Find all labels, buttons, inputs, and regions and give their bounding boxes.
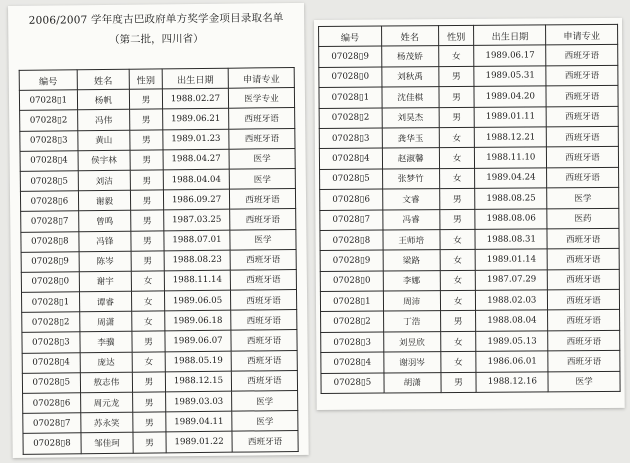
cell-name: 赵淑馨 [382, 148, 439, 169]
cell-name: 敖志伟 [80, 372, 132, 393]
cell-gender: 女 [440, 270, 476, 291]
cell-major: 西班牙语 [548, 289, 620, 310]
table-row [22, 290, 297, 313]
cell-birthdate: 1989.06.17 [474, 45, 546, 66]
cell-major: 西班牙语 [547, 167, 619, 188]
cell-gender: 女 [440, 250, 476, 271]
cell-name: 刘昱欣 [383, 331, 440, 352]
cell-id: 07028▯4 [321, 352, 384, 373]
cell-major: 医药 [547, 208, 619, 229]
cell-major: 西班牙语 [546, 106, 618, 127]
cell-gender: 女 [131, 291, 164, 312]
table-row [20, 108, 295, 131]
cell-name: 苏永笑 [81, 412, 133, 433]
cell-name: 冯伟 [77, 110, 129, 131]
cell-major: 医学 [229, 168, 295, 189]
cell-major: 西班牙语 [548, 351, 620, 372]
cell-id: 07028▯0 [320, 271, 383, 292]
cell-gender: 男 [131, 251, 164, 272]
cell-gender: 男 [438, 66, 474, 87]
cell-name: 杨茂娇 [381, 46, 438, 67]
table-row [321, 351, 620, 373]
cell-id: 07028▯8 [23, 433, 81, 454]
document-title: 2006/2007 学年度古巴政府单方奖学金项目录取名单 [28, 12, 284, 27]
cell-gender: 男 [131, 210, 164, 231]
cell-name: 龚华玉 [382, 128, 439, 149]
header-id: 编号 [319, 26, 382, 47]
table-row [19, 88, 294, 111]
cell-birthdate: 1988.08.25 [475, 188, 547, 209]
cell-name: 谢羽岑 [384, 352, 441, 373]
table-row [22, 310, 297, 333]
cell-gender: 男 [130, 150, 163, 171]
cell-birthdate: 1988.04.04 [163, 169, 229, 190]
cell-id: 07028▯9 [21, 251, 79, 272]
cell-gender: 男 [133, 432, 166, 453]
header-name: 姓名 [77, 69, 129, 90]
cell-gender: 男 [440, 311, 476, 332]
cell-id: 07028▯3 [319, 128, 382, 149]
cell-id: 07028▯1 [22, 292, 80, 313]
cell-birthdate: 1988.08.23 [164, 250, 230, 271]
cell-gender: 女 [132, 311, 165, 332]
cell-birthdate: 1989.05.31 [474, 66, 546, 87]
header-id: 编号 [19, 70, 77, 91]
cell-name: 李骥 [80, 332, 132, 353]
table-row [21, 249, 296, 272]
cell-name: 黄山 [78, 130, 130, 151]
cell-id: 07028▯4 [319, 148, 382, 169]
cell-id: 07028▯5 [22, 373, 80, 394]
cell-id: 07028▯2 [319, 108, 382, 129]
cell-birthdate: 1989.01.22 [166, 432, 232, 453]
cell-name: 谢毅 [78, 190, 130, 211]
cell-birthdate: 1989.06.21 [163, 109, 229, 130]
cell-major: 西班牙语 [547, 249, 619, 270]
cell-major: 医学 [229, 148, 295, 169]
cell-id: 07028▯7 [21, 211, 79, 232]
cell-id: 07028▯4 [20, 151, 78, 172]
cell-id: 07028▯3 [321, 332, 384, 353]
table-row [320, 228, 619, 250]
cell-name: 张梦竹 [382, 168, 439, 189]
cell-birthdate: 1988.11.14 [164, 270, 230, 291]
table-row [321, 371, 620, 393]
cell-birthdate: 1987.07.29 [476, 270, 548, 291]
cell-gender: 男 [439, 209, 475, 230]
cell-gender: 女 [440, 229, 476, 250]
cell-gender: 男 [439, 107, 475, 128]
cell-birthdate: 1988.02.27 [162, 88, 228, 109]
cell-name: 谢宇 [79, 271, 131, 292]
table-row [22, 330, 297, 353]
table-row [23, 390, 298, 413]
cell-name: 庞达 [80, 352, 132, 373]
table-row [20, 168, 295, 191]
table-row [23, 411, 298, 434]
cell-id: 07028▯1 [319, 87, 382, 108]
table-row [23, 431, 298, 454]
cell-major: 医学 [547, 188, 619, 209]
cell-name: 谭睿 [79, 291, 131, 312]
cell-birthdate: 1989.05.13 [476, 331, 548, 352]
cell-id: 07028▯8 [320, 230, 383, 251]
header-birthdate: 出生日期 [162, 68, 228, 89]
cell-name: 侯宇林 [78, 150, 130, 171]
table-header-row [19, 68, 294, 91]
cell-name: 周潇 [79, 311, 131, 332]
header-major: 申请专业 [228, 68, 294, 89]
cell-major: 西班牙语 [547, 269, 619, 290]
cell-id: 07028▯7 [320, 210, 383, 231]
cell-id: 07028▯6 [23, 393, 81, 414]
cell-gender: 男 [130, 190, 163, 211]
cell-gender: 女 [439, 148, 475, 169]
cell-birthdate: 1988.05.19 [165, 351, 231, 372]
cell-major: 西班牙语 [230, 209, 296, 230]
cell-birthdate: 1989.01.14 [476, 249, 548, 270]
cell-major: 医学 [232, 411, 298, 432]
cell-major: 西班牙语 [229, 189, 295, 210]
cell-major: 西班牙语 [547, 228, 619, 249]
cell-birthdate: 1987.03.25 [164, 210, 230, 231]
cell-id: 07028▯6 [20, 191, 78, 212]
cell-gender: 女 [439, 127, 475, 148]
cell-birthdate: 1988.04.27 [163, 149, 229, 170]
cell-name: 梁路 [383, 250, 440, 271]
cell-name: 邹佳珂 [81, 433, 133, 454]
cell-major: 西班牙语 [548, 330, 620, 351]
cell-major: 西班牙语 [231, 330, 297, 351]
cell-birthdate: 1988.02.03 [476, 290, 548, 311]
cell-birthdate: 1989.06.18 [165, 310, 231, 331]
cell-birthdate: 1988.12.16 [476, 372, 548, 393]
cell-birthdate: 1989.01.23 [163, 129, 229, 150]
cell-gender: 男 [132, 372, 165, 393]
cell-id: 07028▯2 [321, 311, 384, 332]
cell-birthdate: 1989.06.05 [164, 290, 230, 311]
cell-name: 沈佳棋 [382, 87, 439, 108]
table-row [320, 249, 619, 271]
cell-gender: 男 [441, 372, 477, 393]
cell-major: 西班牙语 [546, 45, 618, 66]
cell-id: 07028▯2 [22, 312, 80, 333]
cell-gender: 女 [440, 290, 476, 311]
table-row [319, 86, 618, 108]
cell-major: 西班牙语 [229, 128, 295, 149]
cell-id: 07028▯5 [20, 171, 78, 192]
cell-id: 07028▯9 [319, 46, 382, 67]
cell-name: 杨帆 [77, 89, 129, 110]
cell-id: 07028▯1 [320, 291, 383, 312]
cell-birthdate: 1988.08.04 [476, 310, 548, 331]
table-row [320, 208, 619, 230]
left-page [8, 3, 309, 458]
cell-gender: 男 [439, 87, 475, 108]
table-row [319, 126, 618, 148]
cell-major: 西班牙语 [547, 147, 619, 168]
cell-birthdate: 1988.07.01 [164, 230, 230, 251]
table-row [20, 128, 295, 151]
cell-gender: 男 [131, 230, 164, 251]
header-birthdate: 出生日期 [474, 25, 546, 46]
cell-major: 西班牙语 [231, 310, 297, 331]
cell-gender: 女 [439, 168, 475, 189]
cell-major: 西班牙语 [230, 290, 296, 311]
cell-gender: 男 [439, 189, 475, 210]
cell-id: 07028▯1 [19, 90, 77, 111]
cell-name: 周元龙 [80, 392, 132, 413]
cell-name: 周沛 [383, 291, 440, 312]
cell-major: 西班牙语 [230, 249, 296, 270]
table-row [320, 269, 619, 291]
cell-name: 丁浩 [383, 311, 440, 332]
table-row [319, 106, 618, 128]
cell-birthdate: 1989.03.03 [166, 391, 232, 412]
cell-gender: 男 [129, 89, 162, 110]
table-row [319, 45, 618, 67]
table-row [319, 65, 618, 87]
table-row [321, 310, 620, 332]
cell-major: 西班牙语 [229, 108, 295, 129]
document-subtitle: （第二批，四川省） [109, 32, 204, 46]
right-admission-table [318, 24, 621, 394]
cell-id: 07028▯2 [20, 110, 78, 131]
cell-id: 07028▯6 [320, 189, 383, 210]
cell-birthdate: 1988.12.15 [165, 371, 231, 392]
table-row [21, 229, 296, 252]
cell-name: 刘秋禹 [382, 66, 439, 87]
cell-id: 07028▯3 [20, 130, 78, 151]
cell-birthdate: 1988.08.31 [475, 229, 547, 250]
cell-id: 07028▯5 [320, 169, 383, 190]
cell-name: 冯锋 [79, 231, 131, 252]
cell-major: 医学 [232, 390, 298, 411]
cell-name: 王师培 [383, 230, 440, 251]
cell-birthdate: 1989.01.11 [475, 106, 547, 127]
header-gender: 性别 [438, 25, 474, 46]
cell-major: 西班牙语 [231, 370, 297, 391]
table-row [22, 350, 297, 373]
table-row [320, 289, 619, 311]
cell-gender: 男 [130, 129, 163, 150]
cell-id: 07028▯9 [320, 250, 383, 271]
cell-major: 医学 [230, 229, 296, 250]
cell-birthdate: 1989.04.24 [475, 168, 547, 189]
left-admission-table [19, 67, 299, 454]
table-row [20, 148, 295, 171]
cell-name: 冯睿 [383, 209, 440, 230]
cell-major: 西班牙语 [230, 269, 296, 290]
cell-gender: 女 [440, 352, 476, 373]
cell-id: 07028▯8 [21, 231, 79, 252]
cell-gender: 女 [440, 331, 476, 352]
cell-major: 西班牙语 [232, 431, 298, 452]
cell-name: 刘洁 [78, 170, 130, 191]
cell-gender: 女 [132, 351, 165, 372]
cell-gender: 男 [133, 392, 166, 413]
table-row [22, 370, 297, 393]
cell-birthdate: 1986.09.27 [163, 189, 229, 210]
cell-gender: 女 [438, 46, 474, 67]
cell-major: 医学专业 [228, 88, 294, 109]
table-row [20, 189, 295, 212]
cell-id: 07028▯0 [319, 67, 382, 88]
cell-name: 曾鸣 [78, 211, 130, 232]
table-row [321, 330, 620, 352]
cell-name: 李娜 [383, 270, 440, 291]
cell-birthdate: 1989.04.20 [474, 86, 546, 107]
table-row [21, 209, 296, 232]
cell-birthdate: 1988.11.10 [475, 147, 547, 168]
table-header-row [319, 24, 618, 46]
cell-birthdate: 1988.12.21 [475, 127, 547, 148]
cell-gender: 男 [133, 412, 166, 433]
table-row [320, 167, 619, 189]
cell-id: 07028▯4 [22, 352, 80, 373]
cell-major: 西班牙语 [546, 86, 618, 107]
cell-major: 西班牙语 [546, 126, 618, 147]
cell-name: 刘昊杰 [382, 107, 439, 128]
header-major: 申请专业 [546, 24, 618, 45]
right-page [314, 18, 625, 410]
cell-major: 西班牙语 [548, 310, 620, 331]
cell-major: 医学 [548, 371, 620, 392]
cell-name: 胡潇 [384, 372, 441, 393]
cell-major: 西班牙语 [546, 65, 618, 86]
cell-gender: 男 [130, 109, 163, 130]
table-row [21, 269, 296, 292]
cell-id: 07028▯7 [23, 413, 81, 434]
cell-id: 07028▯3 [22, 332, 80, 353]
cell-major: 西班牙语 [231, 350, 297, 371]
header-gender: 性别 [129, 69, 162, 90]
header-name: 姓名 [381, 26, 438, 47]
cell-gender: 男 [130, 170, 163, 191]
cell-id: 07028▯5 [321, 373, 384, 394]
cell-birthdate: 1989.06.07 [165, 331, 231, 352]
cell-id: 07028▯0 [21, 272, 79, 293]
cell-birthdate: 1986.06.01 [476, 351, 548, 372]
cell-gender: 男 [132, 331, 165, 352]
cell-name: 文睿 [382, 189, 439, 210]
cell-birthdate: 1989.04.11 [166, 411, 232, 432]
table-row [320, 188, 619, 210]
cell-name: 陈岑 [79, 251, 131, 272]
table-row [319, 147, 618, 169]
cell-birthdate: 1988.08.06 [475, 208, 547, 229]
cell-gender: 女 [131, 271, 164, 292]
